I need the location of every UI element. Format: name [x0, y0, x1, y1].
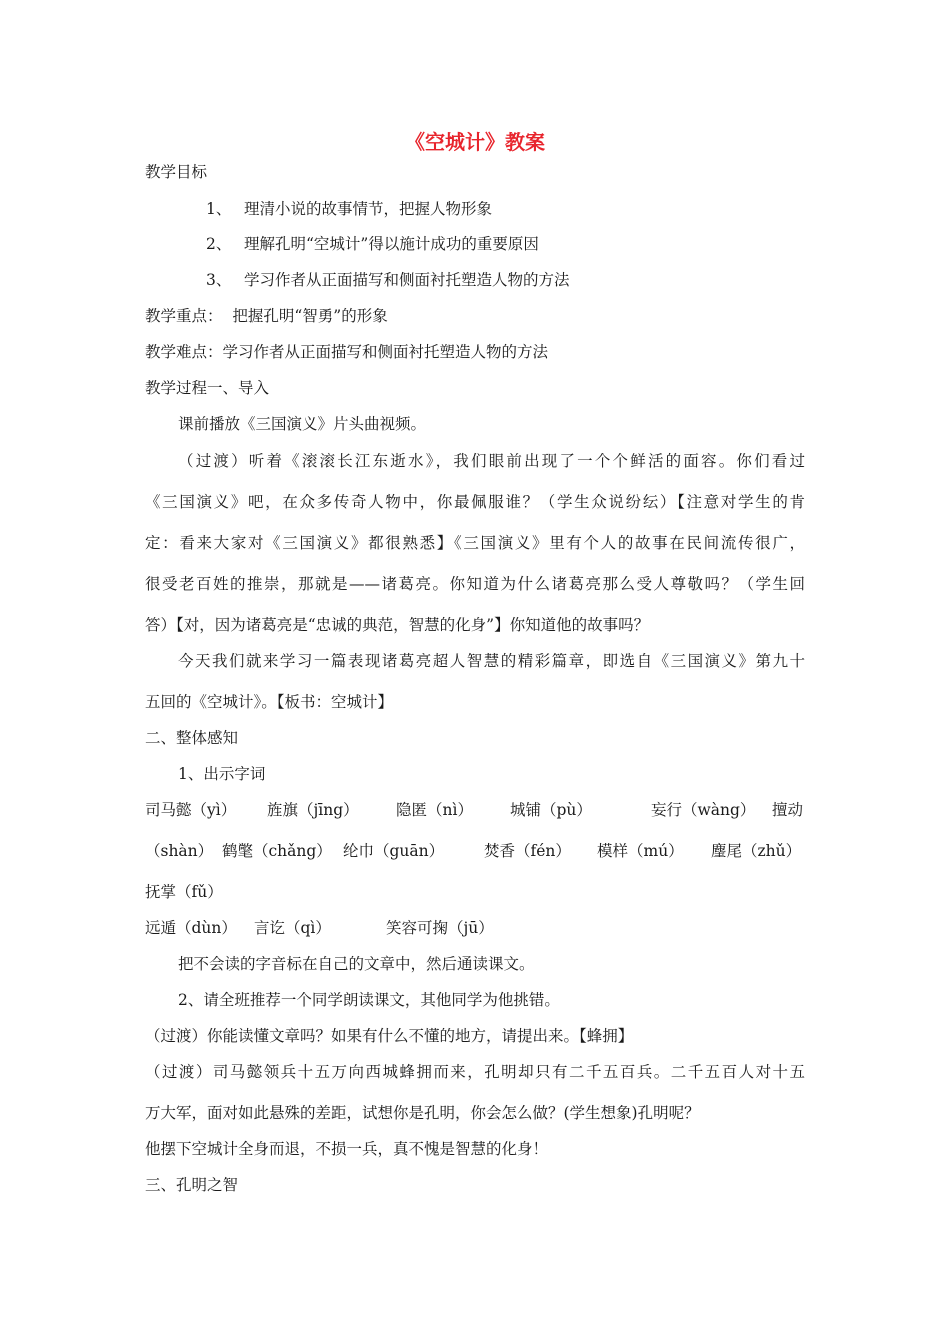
intro-paragraph: 课前播放《三国演义》片头曲视频。 [178, 415, 427, 433]
vocab-word: 言讫（qì） [254, 919, 331, 937]
vocab-word: 城铺（pù） [510, 801, 592, 819]
vocab-row [0, 841, 950, 861]
transition2-line: 万大军，面对如此悬殊的差距，试想你是孔明，你会怎么做？(学生想象)孔明呢？ [145, 1104, 700, 1122]
today-line: 五回的《空城计》。【板书：空城计】 [145, 693, 394, 711]
objective-item-2 [206, 234, 539, 254]
vocab-word: 鹤氅（chǎng） [222, 842, 332, 860]
section2-sub2: 2、请全班推荐一个同学朗读课文，其他同学为他挑错。 [178, 991, 560, 1009]
vocab-word: （shàn） [145, 842, 214, 860]
vocab-word: 司马懿（yì） [145, 801, 237, 819]
vocab-word: 笑容可掬（jū） [386, 919, 494, 937]
vocab-word: 麈尾（zhǔ） [711, 842, 802, 860]
vocab-word: 模样（mú） [597, 842, 684, 860]
transition2-line: （过渡）司马懿领兵十五万向西城蜂拥而来，孔明却只有二千五百兵。二千五百人对十五 [145, 1063, 805, 1081]
document-title: 《空城计》教案 [405, 130, 545, 154]
transition-line: 《三国演义》吧，在众多传奇人物中，你最佩服谁？（学生众说纷纭）【注意对学生的肯 [145, 493, 805, 511]
objective-number: 1、 [206, 200, 232, 218]
conclusion: 他摆下空城计全身而退，不损一兵，真不愧是智慧的化身！ [145, 1140, 549, 1158]
objective-text: 理解孔明“空城计”得以施计成功的重要原因 [244, 235, 539, 253]
objective-text: 学习作者从正面描写和侧面衬托塑造人物的方法 [244, 271, 570, 289]
objective-item-3 [206, 270, 570, 290]
transition-line: 很受老百姓的推崇，那就是——诸葛亮。你知道为什么诸葛亮那么受人尊敬吗？（学生回 [145, 575, 805, 593]
vocab-row [145, 882, 223, 902]
objective-number: 2、 [206, 235, 232, 253]
section2-sub1: 1、出示字词 [178, 765, 266, 783]
section3-heading: 三、孔明之智 [145, 1176, 239, 1194]
vocab-word: 隐匿（nì） [396, 801, 473, 819]
vocab-word: 纶巾（guān） [343, 842, 445, 860]
objectives-heading: 教学目标 [145, 163, 208, 181]
transition-line: 定：看来大家对《三国演义》都很熟悉】《三国演义》里有个人的故事在民间流传很广， [145, 534, 805, 552]
difficulty: 教学难点：学习作者从正面描写和侧面衬托塑造人物的方法 [145, 343, 549, 361]
objective-number: 3、 [206, 271, 232, 289]
vocab-word: 旌旗（jīng） [267, 801, 359, 819]
transition-line: 答）【对，因为诸葛亮是“忠诚的典范，智慧的化身”】你知道他的故事吗？ [145, 616, 650, 634]
vocab-word: 妄行（wàng） [651, 801, 756, 819]
today-line: 今天我们就来学习一篇表现诸葛亮超人智慧的精彩篇章，即选自《三国演义》第九十 [178, 652, 805, 670]
vocab-row [0, 918, 950, 938]
objective-text: 理清小说的故事情节，把握人物形象 [244, 200, 493, 218]
section2-heading: 二、整体感知 [145, 729, 239, 747]
transition-line: （过渡）听着《滚滚长江东逝水》，我们眼前出现了一个个鲜活的面容。你们看过 [178, 452, 805, 470]
vocab-word: 擅动 [772, 801, 804, 819]
reading-note: 把不会读的字音标在自己的文章中，然后通读课文。 [178, 955, 535, 973]
vocab-word: 远遁（dùn） [145, 919, 237, 937]
process-heading: 教学过程一、导入 [145, 379, 270, 397]
transition-question: （过渡）你能读懂文章吗？如果有什么不懂的地方，请提出来。【蜂拥】 [145, 1027, 634, 1045]
vocab-word: 焚香（fén） [484, 842, 571, 860]
vocab-row [0, 800, 950, 820]
objective-item-1 [206, 199, 492, 219]
key-point: 教学重点： 把握孔明“智勇”的形象 [145, 307, 388, 325]
vocab-word: 抚掌（fǔ） [145, 883, 223, 901]
